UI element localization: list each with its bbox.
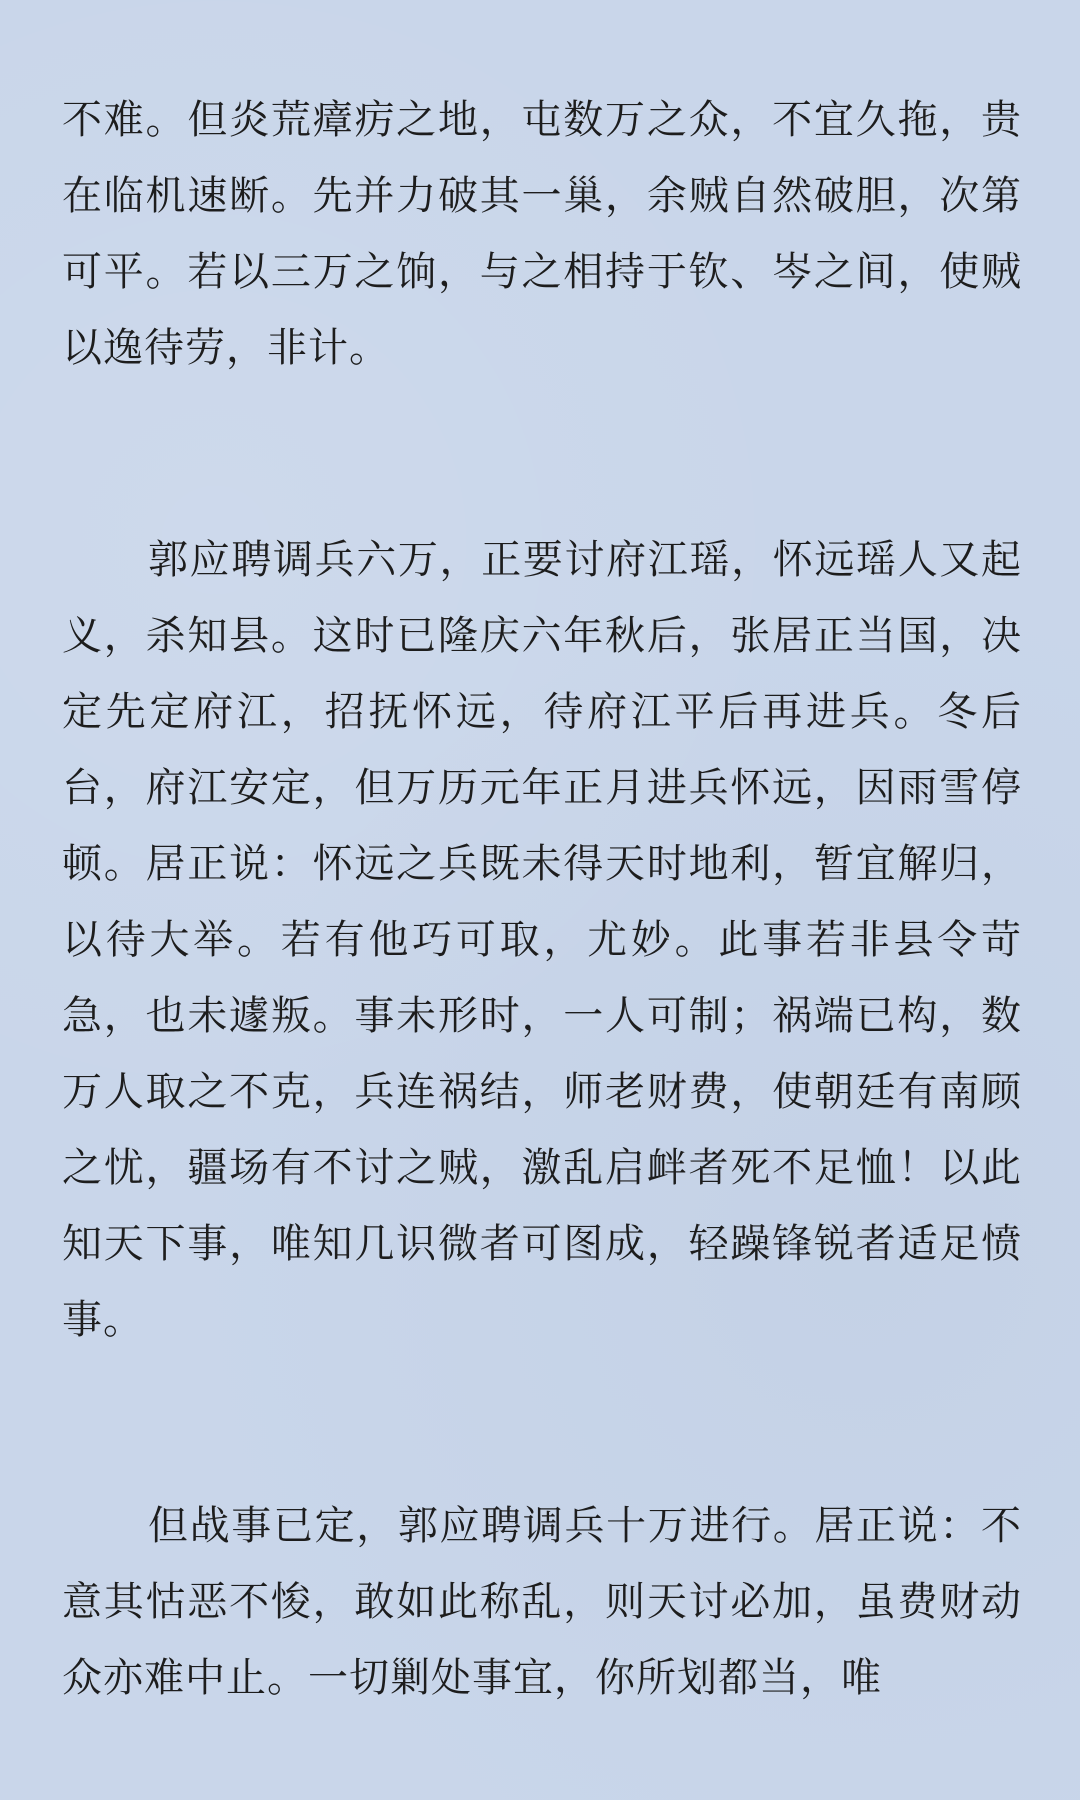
paragraph-war-decided: 但战事已定，郭应聘调兵十万进行。居正说：不意其怙恶不悛，敢如此称乱，则天讨必加，虽费财动众亦难中止。一切剿处事宜，你所划都当，唯	[62, 1503, 1022, 1701]
paragraph-guo-yingpin-troops: 郭应聘调兵六万，正要讨府江瑶，怀远瑶人又起义，杀知县。这时已隆庆六年秋后，张居正当国，决定先定府江，招抚怀远，待府江平后再进兵。冬后台，府江安定，但万历元年正月进兵怀远，因雨雪停顿。居正说：怀远之兵既未得天时地利，暂宜解归，以待大举。若有他巧可取，尤妙。此事若非县令苛急，也未遽叛。事未形时，一人可制；祸端已构，数万人取之不克，兵连祸结，师老财费，使朝廷有南顾之忧，疆场有不讨之贼，激乱启衅者死不足恤！以此知天下事，唯知几识微者可图成，轻躁锋锐者适足愤事。	[62, 537, 1022, 1343]
paragraph-continuation: 不难。但炎荒瘴疠之地，屯数万之众，不宜久拖，贵在临机速断。先并力破其一巢，余贼自然破胆，次第可平。若以三万之饷，与之相持于钦、岑之间，使贼以逸待劳，非计。	[62, 97, 1022, 371]
